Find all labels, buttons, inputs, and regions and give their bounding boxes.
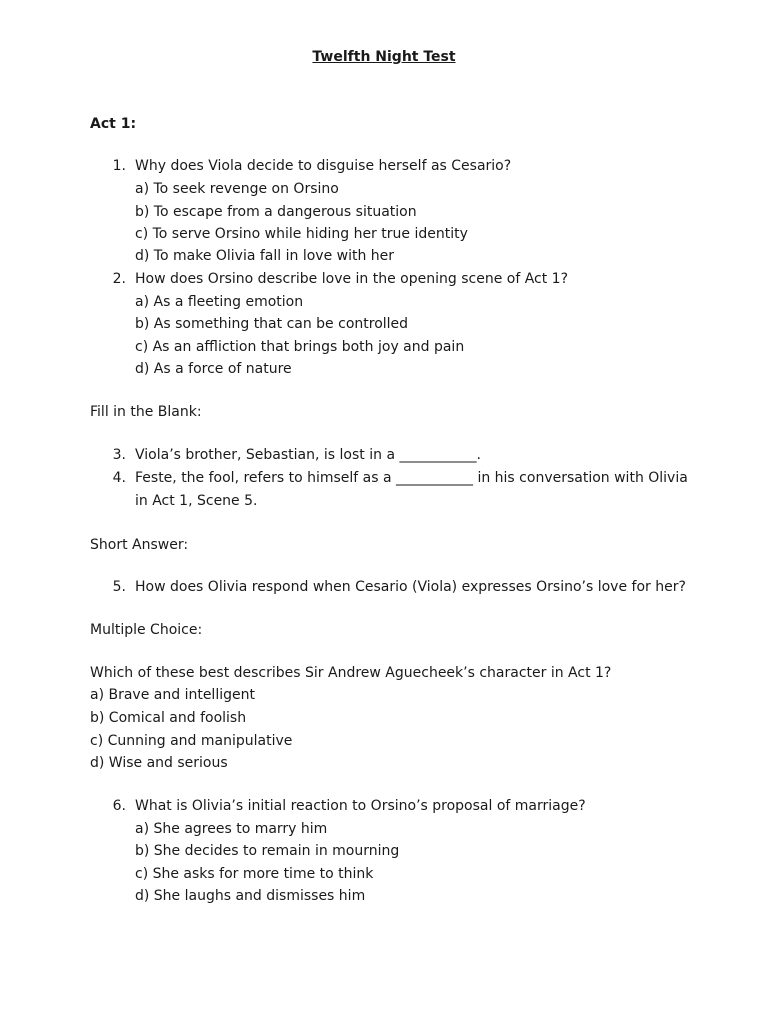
question-number: 1. xyxy=(112,158,126,174)
answer-option: a) She agrees to marry him xyxy=(135,821,328,837)
page-title: Twelfth Night Test xyxy=(312,49,456,65)
question-number: 2. xyxy=(112,271,126,287)
answer-option: b) Comical and foolish xyxy=(90,710,247,726)
answer-option: c) To serve Orsino while hiding her true identity xyxy=(135,226,468,242)
answer-option: d) As a force of nature xyxy=(135,361,292,377)
question-text: What is Olivia’s initial reaction to Orsino’s proposal of marriage? xyxy=(135,798,586,814)
question-text-continued: in Act 1, Scene 5. xyxy=(135,493,258,509)
question-number: 6. xyxy=(112,798,126,814)
question-text: Which of these best describes Sir Andrew Aguecheek’s character in Act 1? xyxy=(90,665,612,681)
question-number: 5. xyxy=(112,579,126,595)
answer-option: b) To escape from a dangerous situation xyxy=(135,204,417,220)
answer-option: a) Brave and intelligent xyxy=(90,687,255,703)
act-heading: Act 1: xyxy=(90,116,137,132)
answer-option: b) She decides to remain in mourning xyxy=(135,843,400,859)
section-heading-short-answer: Short Answer: xyxy=(90,537,189,553)
section-heading-fill-blank: Fill in the Blank: xyxy=(90,404,202,420)
answer-option: c) She asks for more time to think xyxy=(135,866,374,882)
question-text: Feste, the fool, refers to himself as a ___________ in his conversation with Olivia xyxy=(135,470,688,486)
answer-option: a) As a fleeting emotion xyxy=(135,294,304,310)
question-text: Viola’s brother, Sebastian, is lost in a ___________. xyxy=(135,447,481,463)
answer-option: c) Cunning and manipulative xyxy=(90,733,293,749)
question-number: 3. xyxy=(112,447,126,463)
answer-option: d) To make Olivia fall in love with her xyxy=(135,248,395,264)
answer-option: b) As something that can be controlled xyxy=(135,316,409,332)
answer-option: d) Wise and serious xyxy=(90,755,228,771)
section-heading-multiple-choice: Multiple Choice: xyxy=(90,622,203,638)
question-number: 4. xyxy=(112,470,126,486)
question-text: How does Orsino describe love in the opening scene of Act 1? xyxy=(135,271,569,287)
answer-option: c) As an affliction that brings both joy and pain xyxy=(135,339,465,355)
question-text: Why does Viola decide to disguise herself as Cesario? xyxy=(135,158,512,174)
question-text: How does Olivia respond when Cesario (Viola) expresses Orsino’s love for her? xyxy=(135,579,686,595)
answer-option: d) She laughs and dismisses him xyxy=(135,888,366,904)
answer-option: a) To seek revenge on Orsino xyxy=(135,181,339,197)
